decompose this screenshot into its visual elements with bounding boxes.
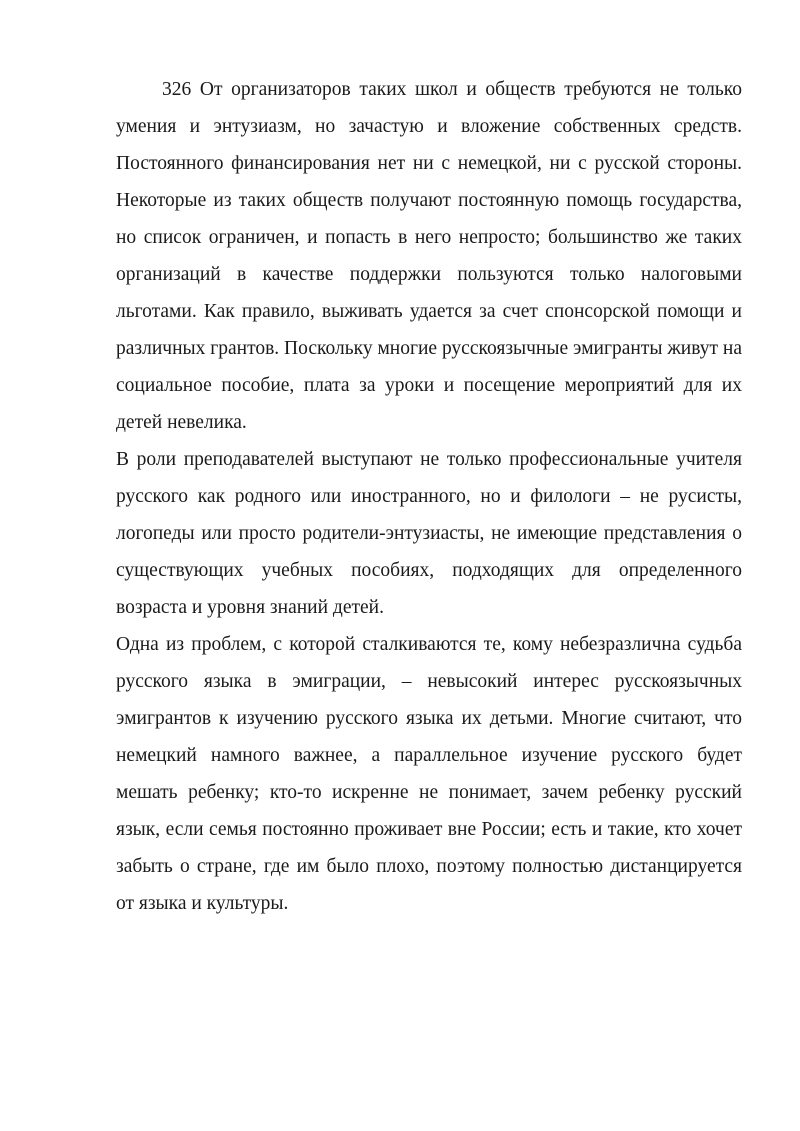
- paragraph-2: В роли преподавателей выступают не только профессиональные учителя русского как родного или иностранного, но и филологи – не русисты, логопеды или просто родители-энтузиасты, не имеющие представления о существующих учебных пособиях, подходящих для определенного возраста и уровня знаний детей.: [116, 449, 742, 618]
- paragraph-1: 326 От организаторов таких школ и обществ требуются не только умения и энтузиазм, но зачастую и вложение собственных средств. Постоянного финансирования нет ни с немецкой, ни с русской стороны. Некоторые из таких обществ получают постоянную помощь государства, но список ограничен, и попасть в него непросто; большинство же таких организаций в качестве поддержки пользуются только налоговыми льготами. Как правило, выживать удается за счет спонсорской помощи и различных грантов. Поскольку многие русскоязычные эмигранты живут на социальное пособие, плата за уроки и посещение мероприятий для их детей невелика.: [116, 79, 742, 433]
- document-body: [116, 71, 742, 922]
- paragraph-3: Одна из проблем, с которой сталкиваются те, кому небезразлична судьба русского языка в эмиграции, – невысокий интерес русскоязычных эмигрантов к изучению русского языка их детьми. Многие считают, что немецкий намного важнее, а параллельное изучение русского будет мешать ребенку; кто-то искренне не понимает, зачем ребенку русский язык, если семья постоянно проживает вне России; есть и такие, кто хочет забыть о стране, где им было плохо, поэтому полностью дистанцируется от языка и культуры.: [116, 634, 742, 914]
